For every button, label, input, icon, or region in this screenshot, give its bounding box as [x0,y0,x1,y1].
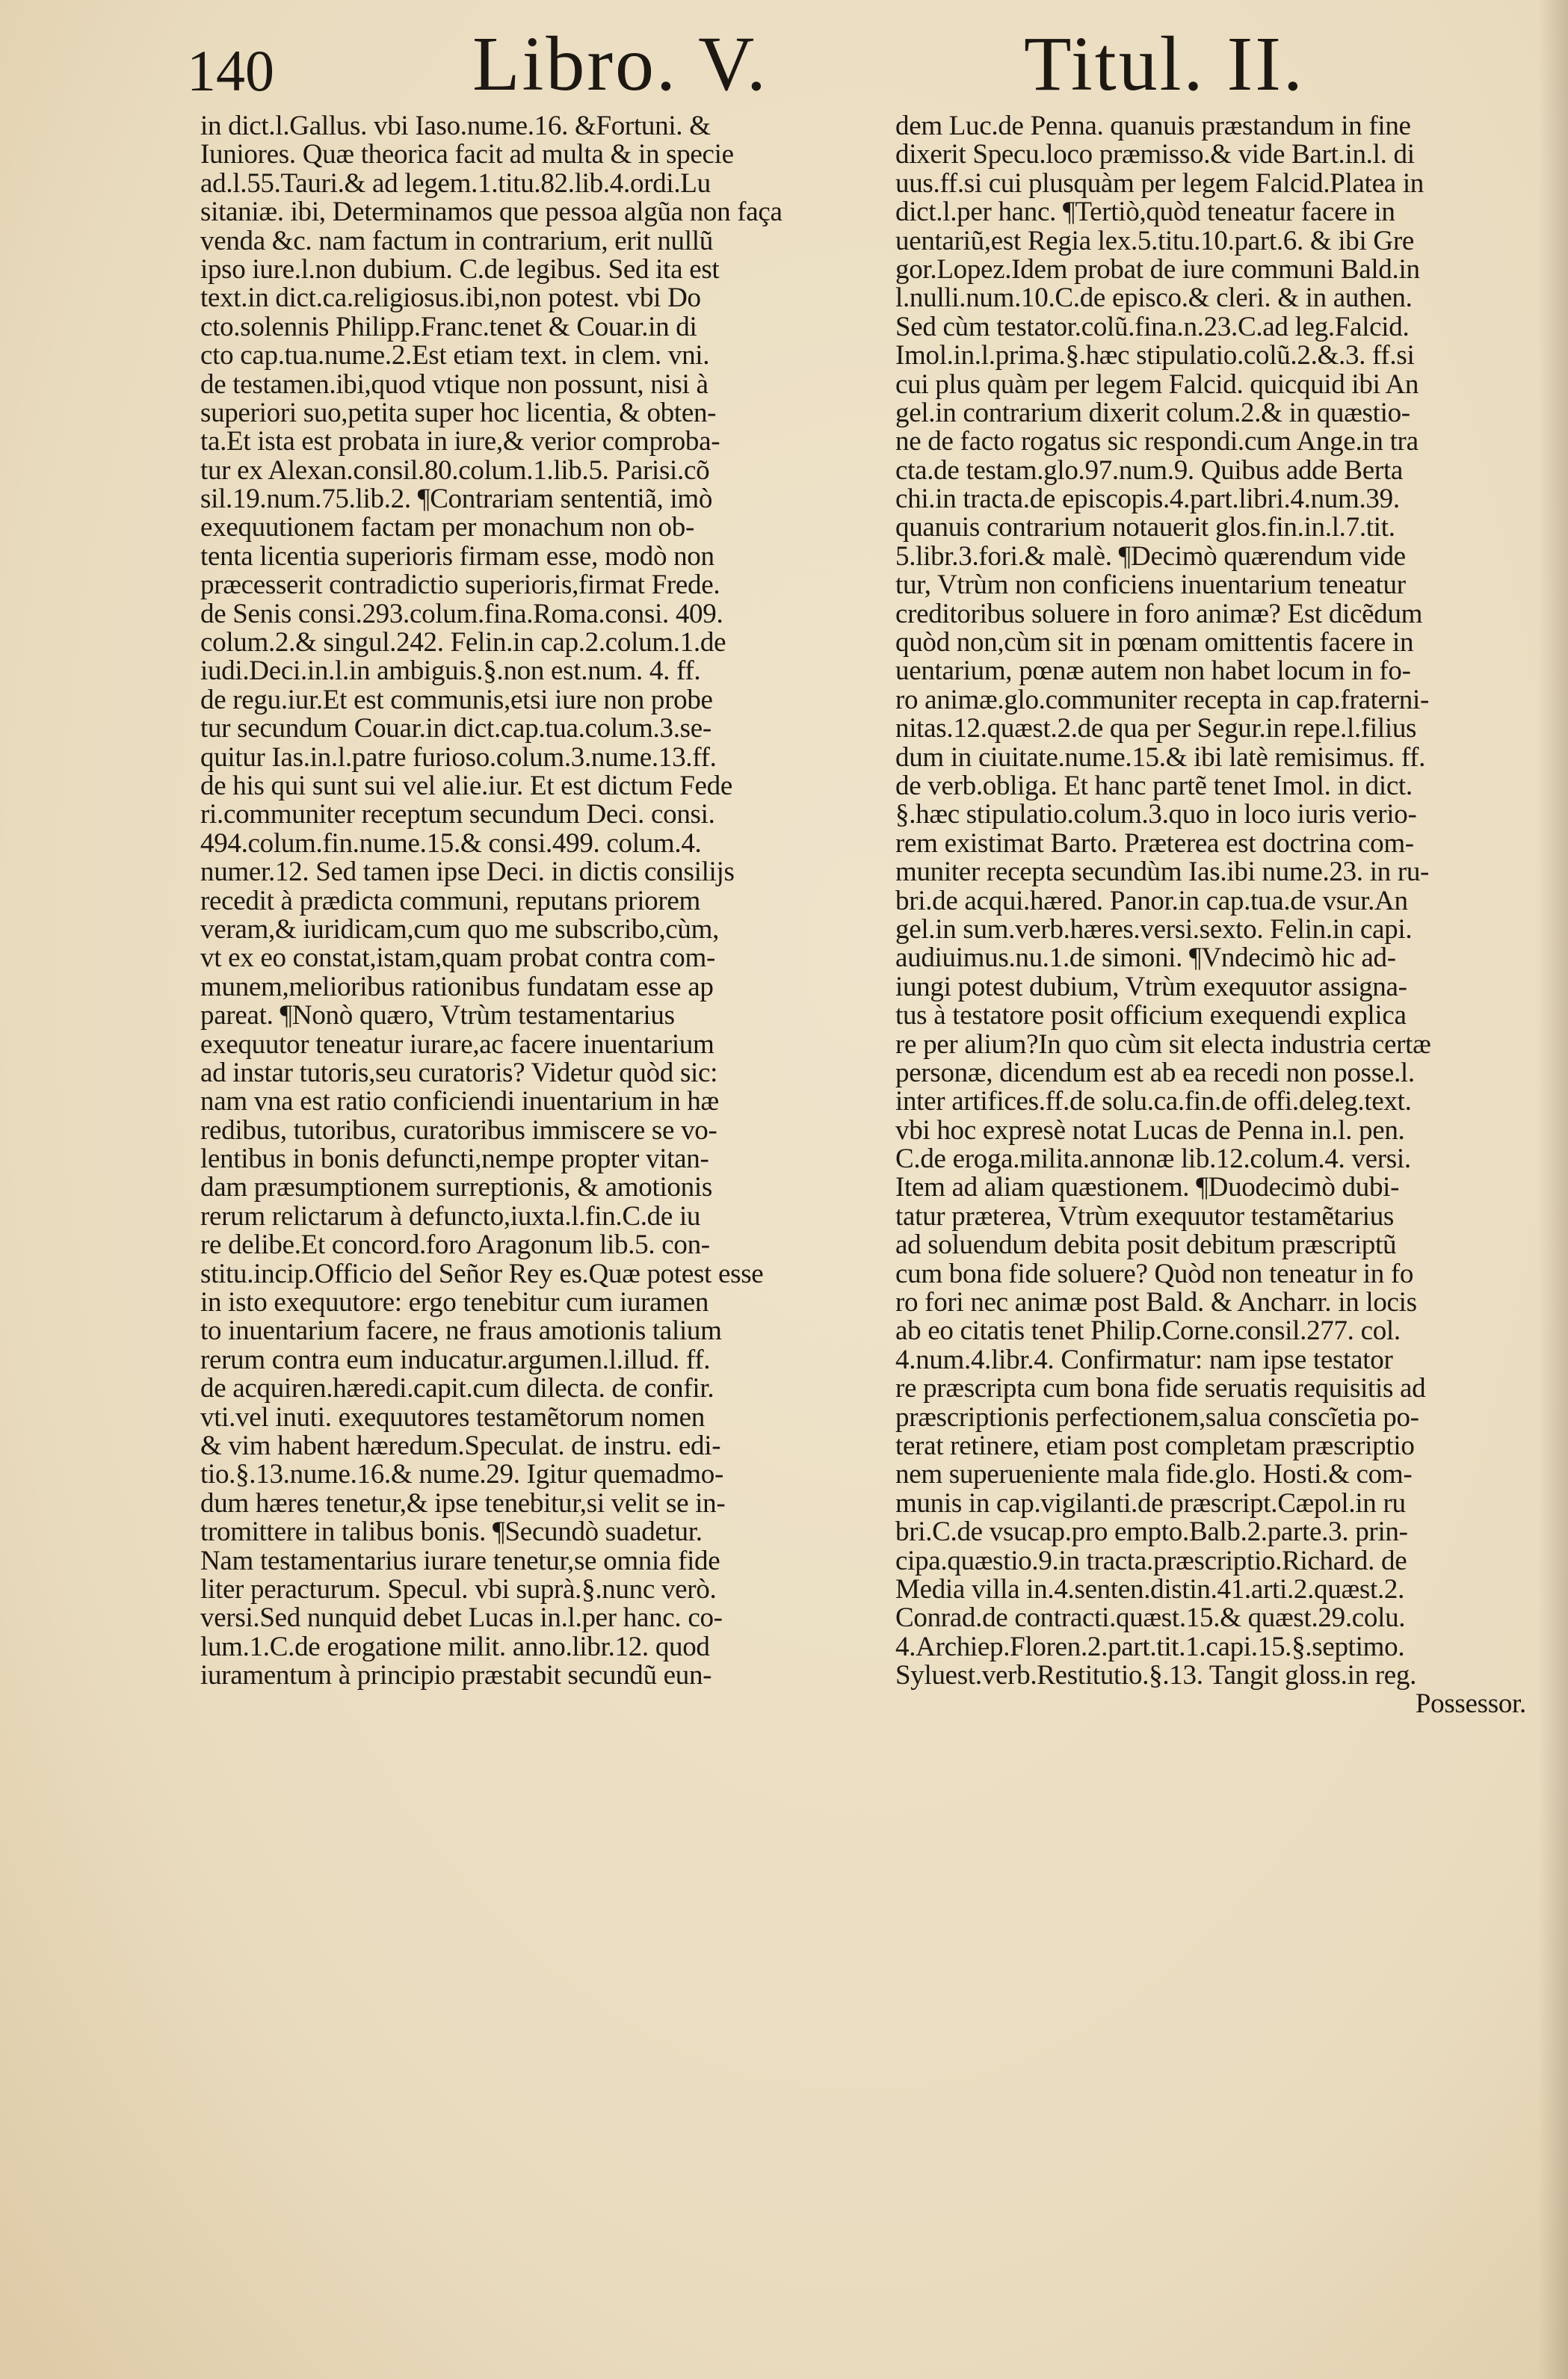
text-line: uentariũ,est Regia lex.5.titu.10.part.6. & ibi Gre [895,225,1414,256]
text-line: uentarium, pœnæ autem non habet locum in fo- [895,655,1411,687]
text-line: sil.19.num.75.lib.2. ¶Contrariam sententiã, imò [200,484,713,515]
text-line: rerum contra eum inducatur.argumen.l.illud. ff. [200,1344,711,1375]
text-line: cto.solennis Philipp.Franc.tenet & Couar.in di [200,311,697,342]
text-line: lentibus in bonis defuncti,nempe propter vitan- [200,1144,709,1175]
text-line: præcesserit contradictio superioris,firmat Frede. [200,570,720,601]
text-line: in isto exequutore: ergo tenebitur cum iuramen [200,1287,709,1318]
text-line: bri.C.de vsucap.pro empto.Balb.2.parte.3. prin- [895,1516,1408,1548]
text-line: ne de facto rogatus sic respondi.cum Ange.in tra [895,426,1419,457]
text-line: audiuimus.nu.1.de simoni. ¶Vndecimò hic ad- [895,942,1396,974]
text-line: Nam testamentarius iurare tenetur,se omnia fide [200,1545,720,1576]
text-line: quitur Ias.in.l.patre furioso.colum.3.nume.13.ff. [200,741,717,773]
text-line: ri.communiter receptum secundum Deci. consi. [200,799,715,830]
text-line: venda &c. nam factum in contrarium, erit nullũ [200,225,713,256]
text-line: gel.in sum.verb.hæres.versi.sexto. Felin.in capi. [895,913,1413,945]
text-line: iuramentum à principio præstabit secundũ eun- [200,1660,712,1691]
text-line: tio.§.13.nume.16.& nume.29. Igitur quemadmo- [200,1459,723,1490]
text-line: superiori suo,petita super hoc licentia, & obten- [200,397,717,428]
text-line: ad instar tutoris,seu curatoris? Videtur quòd sic: [200,1057,718,1088]
text-line: munem,melioribus rationibus fundatam esse ap [200,971,714,1002]
text-line: quòd non,cùm sit in pœnam omittentis facere in [895,627,1414,658]
running-head-title: Titul. II. [1024,21,1305,107]
text-line: dem Luc.de Penna. quanuis præstandum in fine [895,111,1411,141]
text-line: de regu.iur.Et est communis,etsi iure non probe [200,684,713,715]
text-line: quanuis contrarium notauerit glos.fin.in.l.7.tit. [895,512,1395,543]
text-line: præscriptionis perfectionem,salua conscĩetia po- [895,1401,1419,1433]
text-line: tur ex Alexan.consil.80.colum.1.lib.5. Parisi.cõ [200,454,710,486]
text-line: redibus, tutoribus, curatoribus immiscere se vo- [200,1114,717,1146]
page-header [0,10,1568,108]
text-line: Item ad aliam quæstionem. ¶Duodecimò dubi- [895,1172,1400,1203]
text-line: & vim habent hæredum.Speculat. de instru. edi- [200,1430,721,1461]
text-line: re præscripta cum bona fide seruatis requisitis ad [895,1373,1426,1404]
text-line: inter artifices.ff.de solu.ca.fin.de offi.deleg.text. [895,1086,1412,1117]
running-head-book: Libro. V. [472,21,768,107]
text-line: de Senis consi.293.colum.fina.Roma.consi. 409. [200,598,723,629]
text-line: Syluest.verb.Restitutio.§.13. Tangit gloss.in reg. [895,1660,1417,1691]
text-line: cta.de testam.glo.97.num.9. Quibus adde Berta [895,454,1404,486]
text-line: liter peracturum. Specul. vbi suprà.§.nunc verò. [200,1573,717,1605]
text-line: ad soluendum debita posit debitum præscriptũ [895,1229,1397,1261]
text-line: re per alium?In quo cùm sit electa industria certæ [895,1028,1431,1060]
text-line: chi.in tracta.de episcopis.4.part.libri.4.num.39. [895,484,1400,515]
page-number: 140 [187,38,274,103]
text-line: text.in dict.ca.religiosus.ibi,non potest. vbi Do [200,283,701,314]
text-line: exequutor teneatur iurare,ac facere inuentarium [200,1028,714,1060]
text-line: cto cap.tua.nume.2.Est etiam text. in clem. vni. [200,340,710,371]
text-line: munis in cap.vigilanti.de præscript.Cæpol.in ru [895,1487,1406,1519]
text-line: rerum relictarum à defuncto,iuxta.l.fin.C.de iu [200,1200,701,1232]
text-line: dum hæres tenetur,& ipse tenebitur,si velit se in- [200,1487,726,1519]
text-line: dixerit Specu.loco præmisso.& vide Bart.in.l. di [895,139,1415,170]
text-line: Sed cùm testator.colũ.fina.n.23.C.ad leg.Falcid. [895,311,1410,342]
text-line: 4.num.4.libr.4. Confirmatur: nam ipse testator [895,1344,1393,1375]
text-line: ad.l.55.Tauri.& ad legem.1.titu.82.lib.4.ordi.Lu [200,167,711,199]
text-line: dam præsumptionem surreptionis, & amotionis [200,1172,712,1203]
binding-shadow [1538,0,1568,2379]
text-line: §.hæc stipulatio.colum.3.quo in loco iuris verio- [895,799,1417,830]
text-line: pareat. ¶Nonò quæro, Vtrùm testamentarius [200,1000,675,1031]
text-line: de verb.obliga. Et hanc partẽ tenet Imol. in dict. [895,770,1413,801]
text-line: Media villa in.4.senten.distin.41.arti.2.quæst.2. [895,1573,1405,1605]
text-line: Iuniores. Quæ theorica facit ad multa & in specie [200,139,734,170]
text-line: Conrad.de contracti.quæst.15.& quæst.29.colu. [895,1602,1406,1634]
text-line: C.de eroga.milita.annonæ lib.12.colum.4. versi. [895,1144,1411,1175]
text-line: muniter recepta secundùm Ias.ibi nume.23. in ru- [895,857,1430,888]
text-line: iudi.Deci.in.l.in ambiguis.§.non est.num. 4. ff. [200,655,701,687]
text-line: tatur præterea, Vtrùm exequutor testamẽtarius [895,1200,1395,1232]
text-line: gel.in contrarium dixerit colum.2.& in quæstio- [895,397,1410,428]
text-line: cum bona fide soluere? Quòd non teneatur in fo [895,1258,1414,1289]
text-line: to inuentarium facere, ne fraus amotionis talium [200,1315,722,1347]
text-line: nitas.12.quæst.2.de qua per Segur.in repe.l.filius [895,713,1417,744]
text-line: exequutionem factam per monachum non ob- [200,512,694,543]
text-line: 5.libr.3.fori.& malè. ¶Decimò quærendum vide [895,540,1406,572]
text-line: ro fori nec animæ post Bald. & Ancharr. in locis [895,1287,1417,1318]
text-line: 494.colum.fin.nume.15.& consi.499. colum.4. [200,827,702,859]
text-line: dum in ciuitate.nume.15.& ibi latè remisimus. ff. [895,741,1426,773]
text-line: ro animæ.glo.communiter recepta in cap.fraterni- [895,684,1430,715]
text-line: 4.Archiep.Floren.2.part.tit.1.capi.15.§.septimo. [895,1631,1405,1662]
text-line: lum.1.C.de erogatione milit. anno.libr.12. quod [200,1631,710,1662]
text-line: vbi hoc expresè notat Lucas de Penna in.l. pen. [895,1114,1405,1146]
text-line: de his qui sunt sui vel alie.iur. Et est dictum Fede [200,770,732,801]
text-line: gor.Lopez.Idem probat de iure communi Bald.in [895,253,1420,285]
text-line: ta.Et ista est probata in iure,& verior comproba- [200,426,720,457]
text-line: Possessor. [1415,1688,1526,1720]
text-line: uus.ff.si cui plusquàm per legem Falcid.Platea in [895,167,1424,199]
text-line: vt ex eo constat,istam,quam probat contra com- [200,942,715,974]
text-line: nam vna est ratio conficiendi inuentarium in hæ [200,1086,719,1117]
text-line: tromittere in talibus bonis. ¶Secundò suadetur. [200,1516,703,1548]
text-line: tenta licentia superioris firmam esse, modò non [200,540,714,572]
text-line: de testamen.ibi,quod vtique non possunt, nisi à [200,368,709,400]
text-line: personæ, dicendum est ab ea recedi non posse.l. [895,1057,1415,1088]
text-line: terat retinere, etiam post completam præscriptio [895,1430,1415,1461]
text-line: colum.2.& singul.242. Felin.in cap.2.colum.1.de [200,627,726,658]
text-line: veram,& iuridicam,cum quo me subscribo,cùm, [200,913,720,945]
right-text-column [895,112,1526,1719]
text-line: sitaniæ. ibi, Determinamos que pessoa algũa non faça [200,197,783,228]
text-line: bri.de acqui.hæred. Panor.in cap.tua.de vsur.An [895,885,1408,916]
text-line: de acquiren.hæredi.capit.cum dilecta. de confir. [200,1373,714,1404]
text-line: iungi potest dubium, Vtrùm exequutor assigna- [895,971,1407,1002]
left-text-column [200,112,852,1690]
text-line: ab eo citatis tenet Philip.Corne.consil.277. col. [895,1315,1401,1347]
text-line: Imol.in.l.prima.§.hæc stipulatio.colũ.2.&.3. ff.si [895,340,1415,371]
text-line: nem superueniente mala fide.glo. Hosti.& com- [895,1459,1413,1490]
text-line: stitu.incip.Officio del Señor Rey es.Quæ potest esse [200,1258,764,1289]
text-line: creditoribus soluere in foro animæ? Est dicẽdum [895,598,1423,629]
text-line: versi.Sed nunquid debet Lucas in.l.per hanc. co- [200,1602,723,1634]
text-line: l.nulli.num.10.C.de episco.& cleri. & in authen. [895,283,1413,314]
text-line: numer.12. Sed tamen ipse Deci. in dictis consilijs [200,857,735,888]
text-line: vti.vel inuti. exequutores testamẽtorum nomen [200,1401,705,1433]
text-line: ipso iure.l.non dubium. C.de legibus. Sed ita est [200,253,720,285]
text-line: recedit à prædicta communi, reputans priorem [200,885,701,916]
text-line: in dict.l.Gallus. vbi Iaso.nume.16. &Fortuni. & [200,111,711,141]
text-line: tur secundum Couar.in dict.cap.tua.colum.3.se- [200,713,712,744]
text-line: tur, Vtrùm non conficiens inuentarium teneatur [895,570,1406,601]
text-line: dict.l.per hanc. ¶Tertiò,quòd teneatur facere in [895,197,1395,228]
text-line: tus à testatore posit officium exequendi explica [895,1000,1407,1031]
text-line: rem existimat Barto. Præterea est doctrina com- [895,827,1414,859]
text-line: cipa.quæstio.9.in tracta.præscriptio.Richard. de [895,1545,1407,1576]
text-line: re delibe.Et concord.foro Aragonum lib.5. con- [200,1229,710,1261]
text-line: cui plus quàm per legem Falcid. quicquid ibi An [895,368,1419,400]
